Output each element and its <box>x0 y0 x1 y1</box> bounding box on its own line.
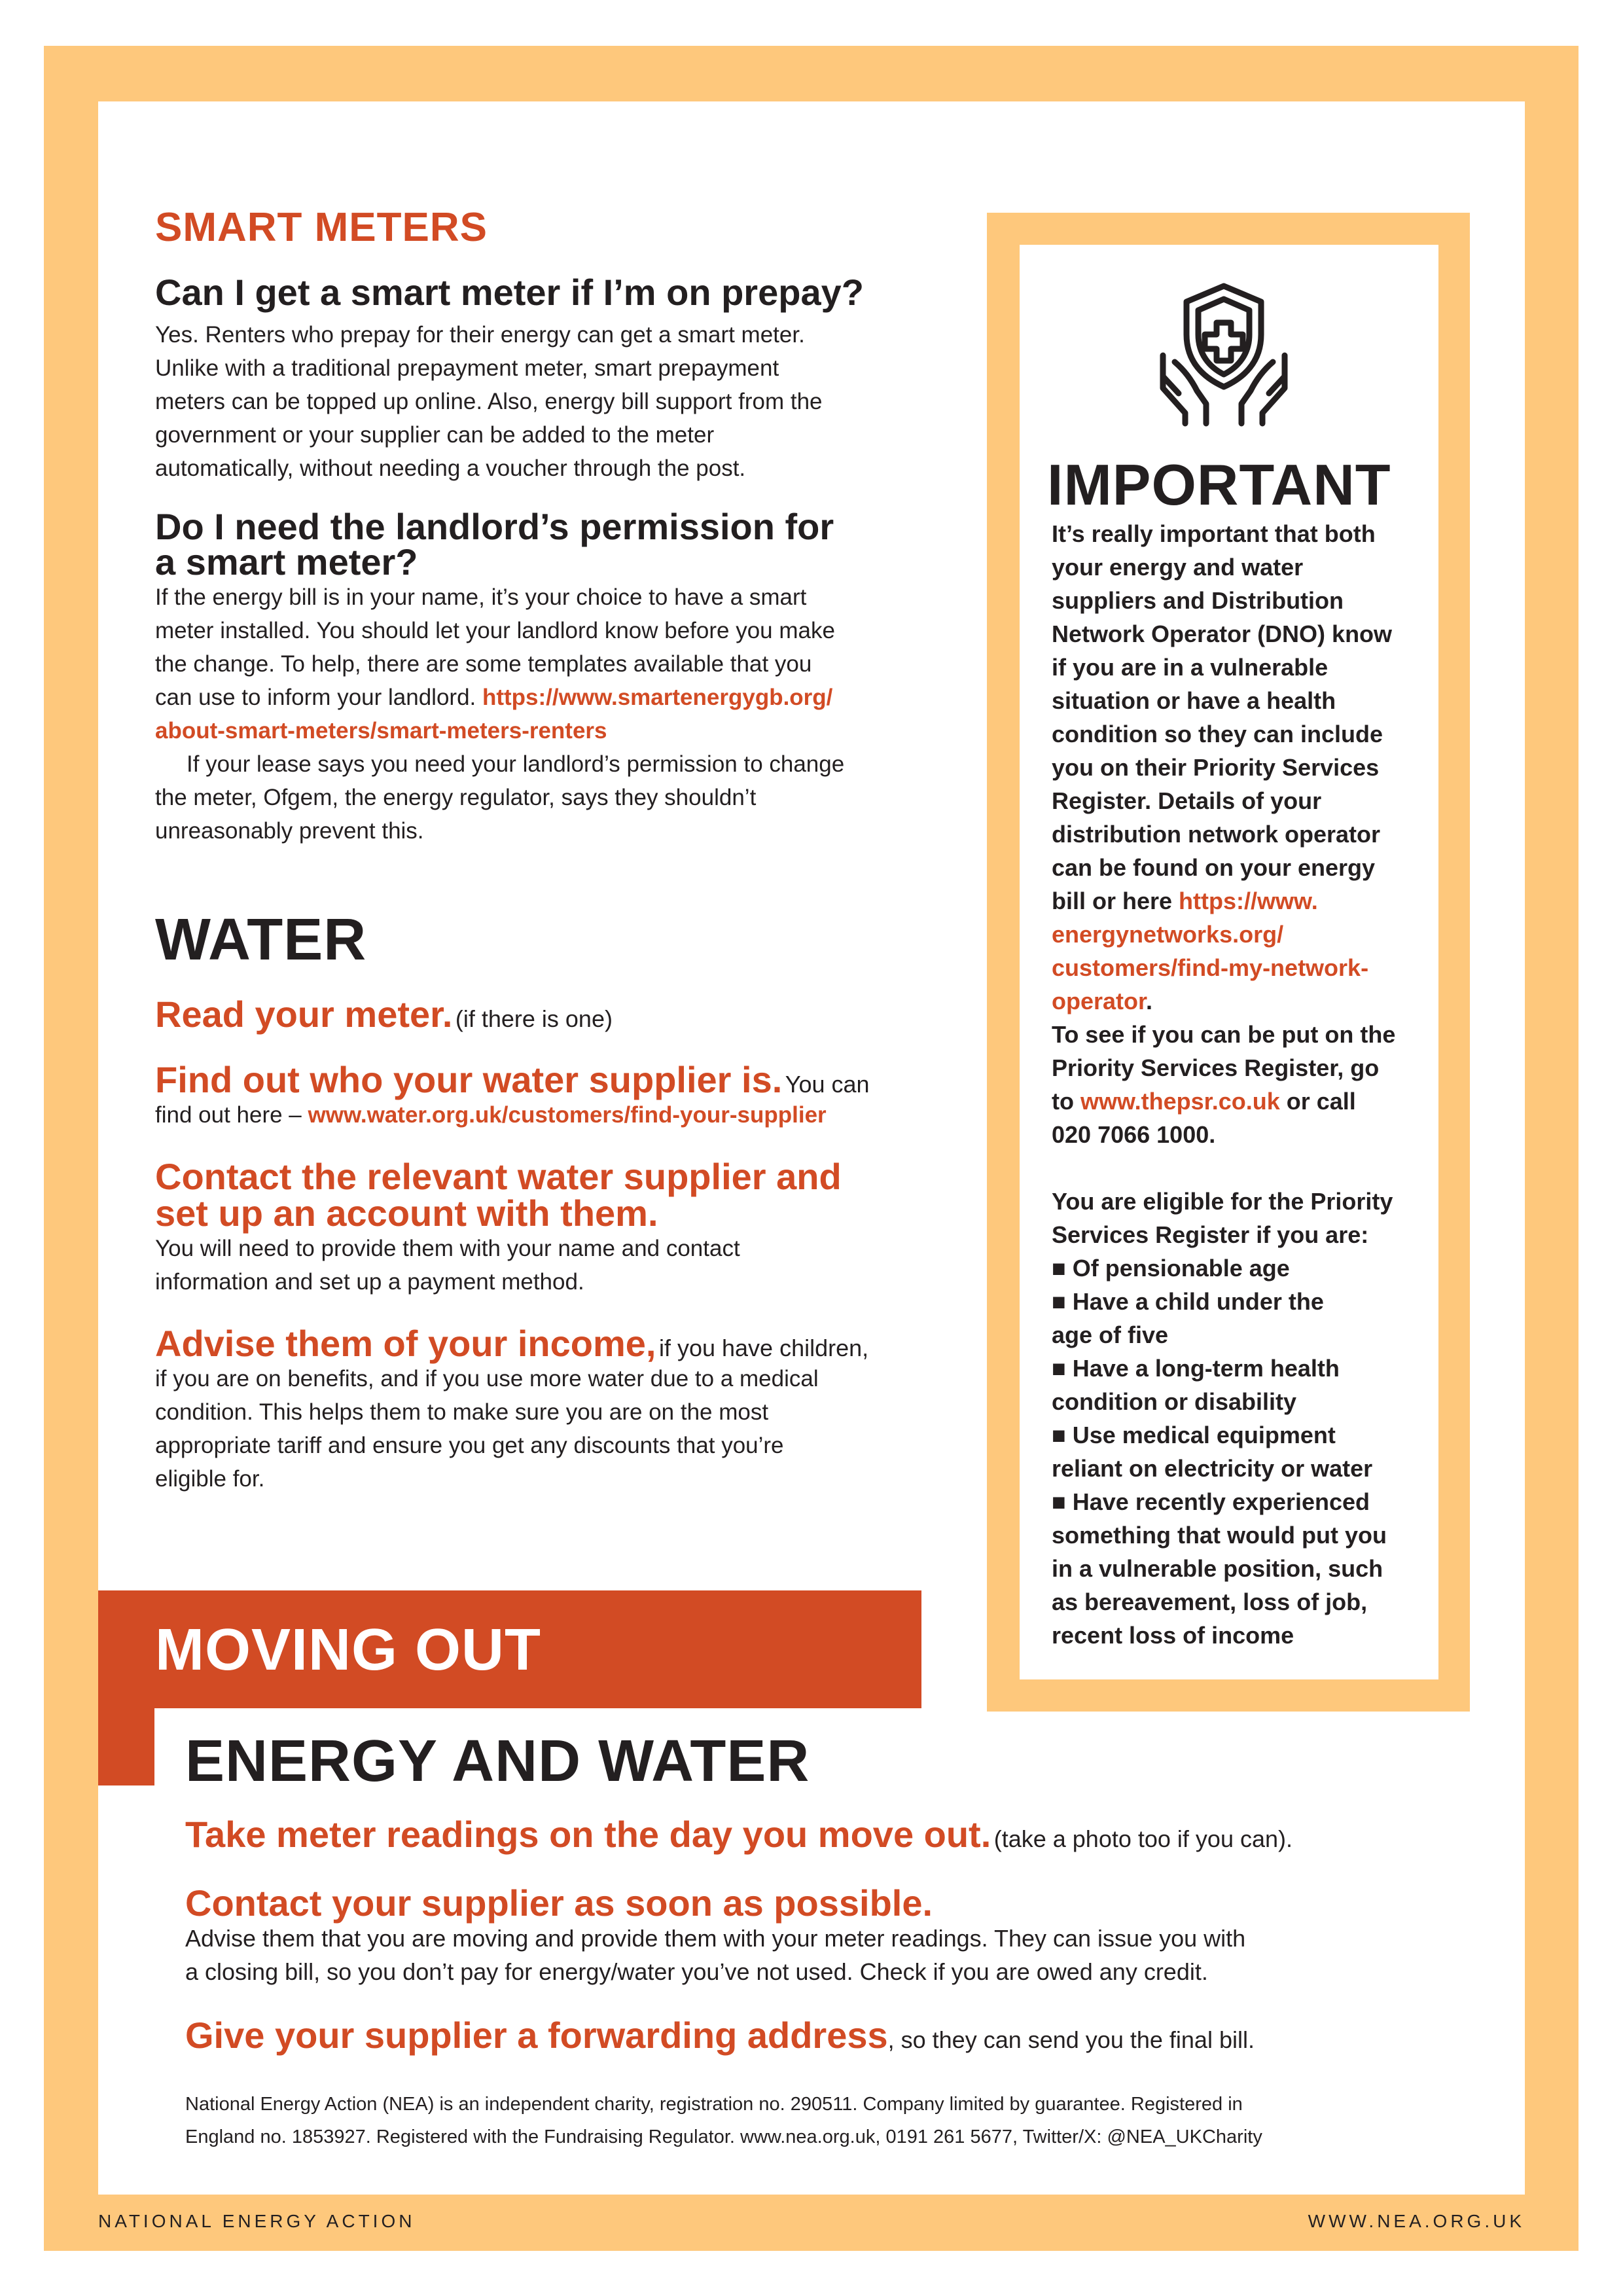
eligibility-line: reliant on electricity or water <box>1052 1455 1373 1482</box>
footer-org-name: NATIONAL ENERGY ACTION <box>98 2211 416 2231</box>
eligibility-line: ■ Of pensionable age <box>1052 1255 1290 1282</box>
contact-supplier-block: Contact your supplier as soon as possible. Advise them that you are moving and provide them with your meter readings. They can issue you with a closing bill, so you don’t pay for energy/water you’ve not used. Check if you are owed any credit. <box>185 1882 1246 1985</box>
meter-readings-line: Take meter readings on the day you move out. (take a photo too if you can). <box>185 1814 1293 1855</box>
smart-meters-label: SMART METERS <box>155 205 488 250</box>
question-prepay: Can I get a smart meter if I’m on prepay? <box>155 272 864 313</box>
charity-footnote: National Energy Action (NEA) is an independent charity, registration no. 290511. Company limited by guarantee. Registered in England no. 1853927. Registered with the Fundraising Regulator. www.nea.org.uk, 0191 261 5677, Twitter/X: @NEA_UKCharity <box>185 2094 1262 2147</box>
energynetworks-link-3[interactable]: customers/find-my-network- <box>1052 954 1369 981</box>
read-meter-line: Read your meter. (if there is one) <box>155 994 613 1035</box>
important-body: It’s really important that both your energy and water suppliers and Distribution Network Operator (DNO) know if you are in a vulnerable situation or have a health condition so they can include you on their Priority Services Register. Details of your distribution network operator can be found on your energy bill or here https://www. energynetworks.org/ customers/find-my-network- operator. To see if you can be put on the Priority Services Register, go to www.thepsr.co.uk or call 020 7066 1000. You are eligible for the Priority Services Register if you are: ■ Of pensionable age ■ Have a child under the age of five ■ Have a long-term health condition or disability ■ Use medical equipment reliant on electricity or water ■ Have recently experienced something that would put you in a vulnerable position, such as bereavement, loss of job, recent loss of income <box>1052 517 1421 1652</box>
bullet-square-icon: ■ <box>1052 1422 1073 1448</box>
advise-income-block: Advise them of your income, if you have children, if you are on benefits, and if you use more water due to a medical condition. This helps them to make sure you are on the most appropriate tariff and ensure you get any discounts that you’re eligible for. <box>155 1323 869 1492</box>
eligibility-line: ■ Have recently experienced <box>1052 1488 1370 1515</box>
eligibility-line: ■ Have a child under the <box>1052 1288 1324 1315</box>
bullet-square-icon: ■ <box>1052 1355 1073 1382</box>
answer-prepay: Yes. Renters who prepay for their energy can get a smart meter. Unlike with a traditional prepayment meter, smart prepayment meters can be topped up online. Also, energy bill support from the government or your supplier can be added to the meter automatically, without needing a voucher through the post. <box>155 322 823 481</box>
eligibility-line: recent loss of income <box>1052 1622 1294 1649</box>
eligibility-line: age of five <box>1052 1321 1169 1348</box>
eligibility-list <box>1052 1251 1421 1652</box>
energynetworks-link-2[interactable]: energynetworks.org/ <box>1052 921 1284 948</box>
moving-out-title: MOVING OUT <box>155 1617 541 1683</box>
energy-water-title: ENERGY AND WATER <box>185 1729 810 1794</box>
find-supplier-block: Find out who your water supplier is. You can find out here – www.water.org.uk/customers/find-your-supplier <box>155 1059 870 1128</box>
contact-water-block: Contact the relevant water supplier and set up an account with them. You will need to provide them with your name and contact information and set up a payment method. <box>155 1156 842 1295</box>
psr-phone: 020 7066 1000. <box>1052 1121 1216 1148</box>
important-title: IMPORTANT <box>1047 452 1391 517</box>
forwarding-address-line: Give your supplier a forwarding address, so they can send you the final bill. <box>185 2015 1255 2056</box>
footer-url[interactable]: WWW.NEA.ORG.UK <box>1308 2211 1525 2231</box>
bullet-square-icon: ■ <box>1052 1488 1073 1515</box>
smartenergygb-link[interactable]: https://www.smartenergygb.org/ <box>482 685 833 710</box>
smartenergygb-link-cont[interactable]: about-smart-meters/smart-meters-renters <box>155 718 607 744</box>
bullet-square-icon: ■ <box>1052 1288 1073 1315</box>
shield-hands-icon <box>1149 278 1299 429</box>
water-title: WATER <box>155 907 367 973</box>
eligibility-line: condition or disability <box>1052 1388 1297 1415</box>
moving-out-accent <box>98 1708 154 1785</box>
thepsr-link[interactable]: www.thepsr.co.uk <box>1080 1088 1280 1115</box>
question-landlord-permission: Do I need the landlord’s permission for a smart meter? <box>155 506 834 583</box>
answer-landlord-permission: If the energy bill is in your name, it’s your choice to have a smart meter installed. You should let your landlord know before you make the change. To help, there are some templates available that you can use to inform your landlord. https://www.smartenergygb.org/ about-smart-meters/smart-meters-renters If your lease says you need your landlord’s permission to change the meter, Ofgem, the energy regulator, says they shouldn’t unreasonably prevent this. <box>155 581 940 848</box>
eligibility-line: ■ Use medical equipment <box>1052 1422 1336 1448</box>
energynetworks-link-4[interactable]: operator <box>1052 988 1147 1014</box>
water-supplier-link[interactable]: www.water.org.uk/customers/find-your-supplier <box>308 1102 827 1128</box>
eligibility-line: as bereavement, loss of job, <box>1052 1588 1368 1615</box>
bullet-square-icon: ■ <box>1052 1255 1073 1282</box>
eligibility-line: something that would put you <box>1052 1522 1387 1549</box>
eligibility-line: in a vulnerable position, such <box>1052 1555 1383 1582</box>
eligibility-line: ■ Have a long-term health <box>1052 1355 1340 1382</box>
energynetworks-link[interactable]: https://www. <box>1179 888 1318 914</box>
